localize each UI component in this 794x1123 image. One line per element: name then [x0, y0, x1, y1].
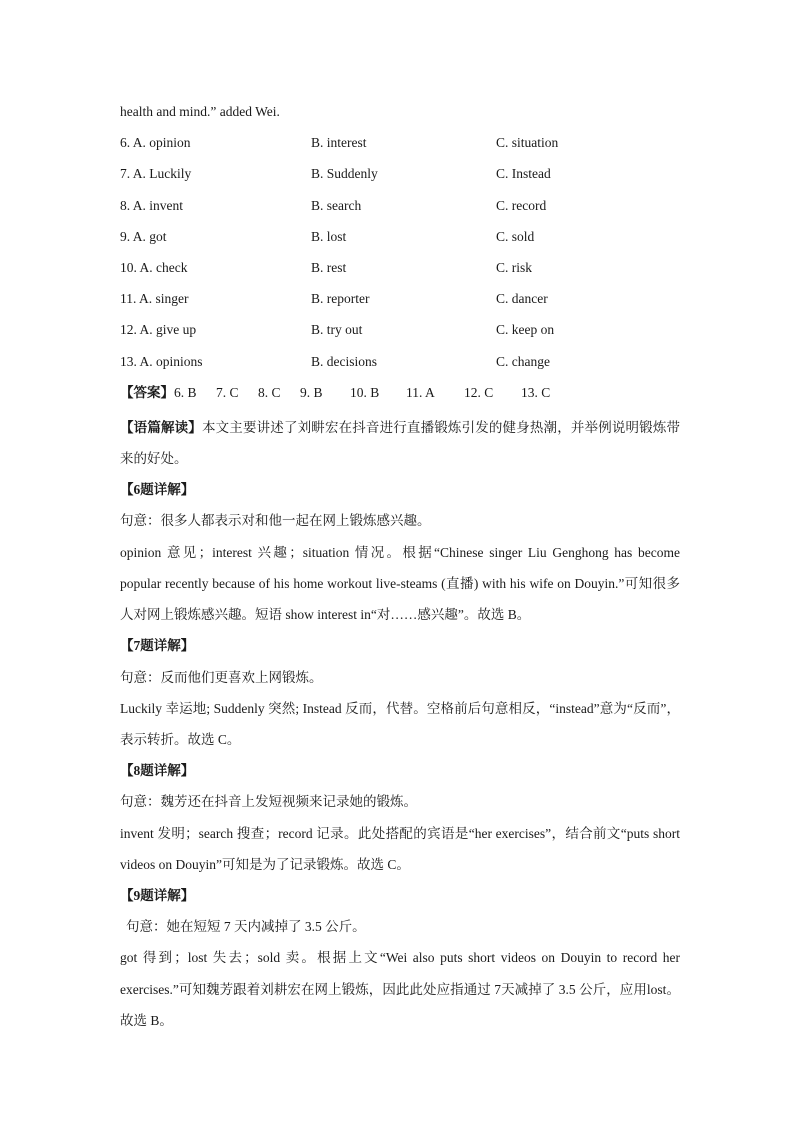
option-row: [120, 350, 680, 381]
document-page: [120, 100, 680, 1036]
option-c: C. risk: [496, 259, 533, 275]
option-b: B. rest: [311, 259, 347, 275]
option-b: B. reporter: [311, 291, 370, 307]
option-a: 6. A. opinion: [120, 135, 191, 151]
q9-title: 【9题详解】: [120, 887, 195, 903]
option-b: B. decisions: [311, 353, 377, 369]
option-row: [120, 162, 680, 193]
option-b: B. interest: [311, 135, 367, 151]
answer-item: 12. C: [464, 384, 494, 400]
option-b: B. try out: [311, 322, 363, 338]
q8-meaning: 句意：魏芳还在抖音上发短视频来记录她的锻炼。: [120, 794, 417, 810]
answer-item: 6. B: [174, 384, 197, 400]
option-a: 9. A. got: [120, 228, 167, 244]
option-b: B. Suddenly: [311, 166, 378, 182]
overview-text: 本文主要讲述了刘畊宏在抖音进行直播锻炼引发的健身热潮，并举例说明锻炼带来的好处。: [120, 419, 681, 467]
answer-item: 9. B: [300, 384, 323, 400]
answer-item: 11. A: [406, 384, 435, 400]
option-row: [120, 131, 680, 162]
option-a: 12. A. give up: [120, 322, 197, 338]
answer-item: 7. C: [216, 384, 239, 400]
option-row: [120, 256, 680, 287]
option-c: C. change: [496, 353, 550, 369]
options-list: [120, 131, 680, 381]
option-c: C. keep on: [496, 322, 555, 338]
q7-analysis: Luckily 幸运地; Suddenly 突然; Instead 反而，代替。空格前后句意相反，“instead”意为“反而”，表示转折。故选 C。: [120, 700, 680, 747]
option-row: [120, 287, 680, 318]
option-row: [120, 225, 680, 256]
overview-label: 【语篇解读】: [120, 419, 202, 435]
option-row: [120, 194, 680, 225]
answer-item: 13. C: [521, 384, 551, 400]
option-a: 7. A. Luckily: [120, 166, 192, 182]
q9-meaning: 句意：她在短短 7 天内减掉了 3.5 公斤。: [126, 919, 366, 935]
answer-label: 【答案】: [120, 384, 174, 400]
q7-meaning: 句意：反而他们更喜欢上网锻炼。: [120, 669, 323, 685]
intro-line: health and mind.” added Wei.: [120, 104, 280, 119]
q9-analysis: got 得到；lost 失去；sold 卖。根据上文“Wei also puts short videos on Douyin to record her exercises.”可知魏芳跟着刘耕宏在网上锻炼，因此此处应指通过 7天减掉了 3.5 公斤，应用lost。故选 B。: [120, 950, 680, 1028]
option-c: C. dancer: [496, 291, 548, 307]
answer-item: 10. B: [350, 384, 380, 400]
q7-title: 【7题详解】: [120, 638, 195, 654]
option-c: C. situation: [496, 135, 559, 151]
q6-meaning: 句意：很多人都表示对和他一起在网上锻炼感兴趣。: [120, 513, 431, 529]
option-a: 10. A. check: [120, 259, 188, 275]
option-c: C. sold: [496, 228, 535, 244]
option-c: C. Instead: [496, 166, 551, 182]
option-b: B. search: [311, 197, 362, 213]
q6-title: 【6题详解】: [120, 482, 195, 498]
option-a: 11. A. singer: [120, 291, 189, 307]
option-a: 13. A. opinions: [120, 353, 203, 369]
option-b: B. lost: [311, 228, 347, 244]
q6-analysis: opinion 意见；interest 兴趣；situation 情况。根据“Chinese singer Liu Genghong has become popular recently because of his home workout live-steams (直播) with his wife on Douyin.”可知很多人对网上锻炼感兴趣。短语 show interest in“对……感兴趣”。故选 B。: [120, 544, 680, 623]
q8-title: 【8题详解】: [120, 763, 195, 779]
answer-item: 8. C: [258, 384, 281, 400]
option-a: 8. A. invent: [120, 197, 183, 213]
answer-line: [120, 381, 680, 412]
option-row: [120, 318, 680, 349]
overview-paragraph: [120, 412, 680, 474]
q8-analysis: invent 发明；search 搜查；record 记录。此处搭配的宾语是“her exercises”，结合前文“puts short videos on Douyin”可知是为了记录锻炼。故选 C。: [120, 825, 680, 872]
option-c: C. record: [496, 197, 547, 213]
